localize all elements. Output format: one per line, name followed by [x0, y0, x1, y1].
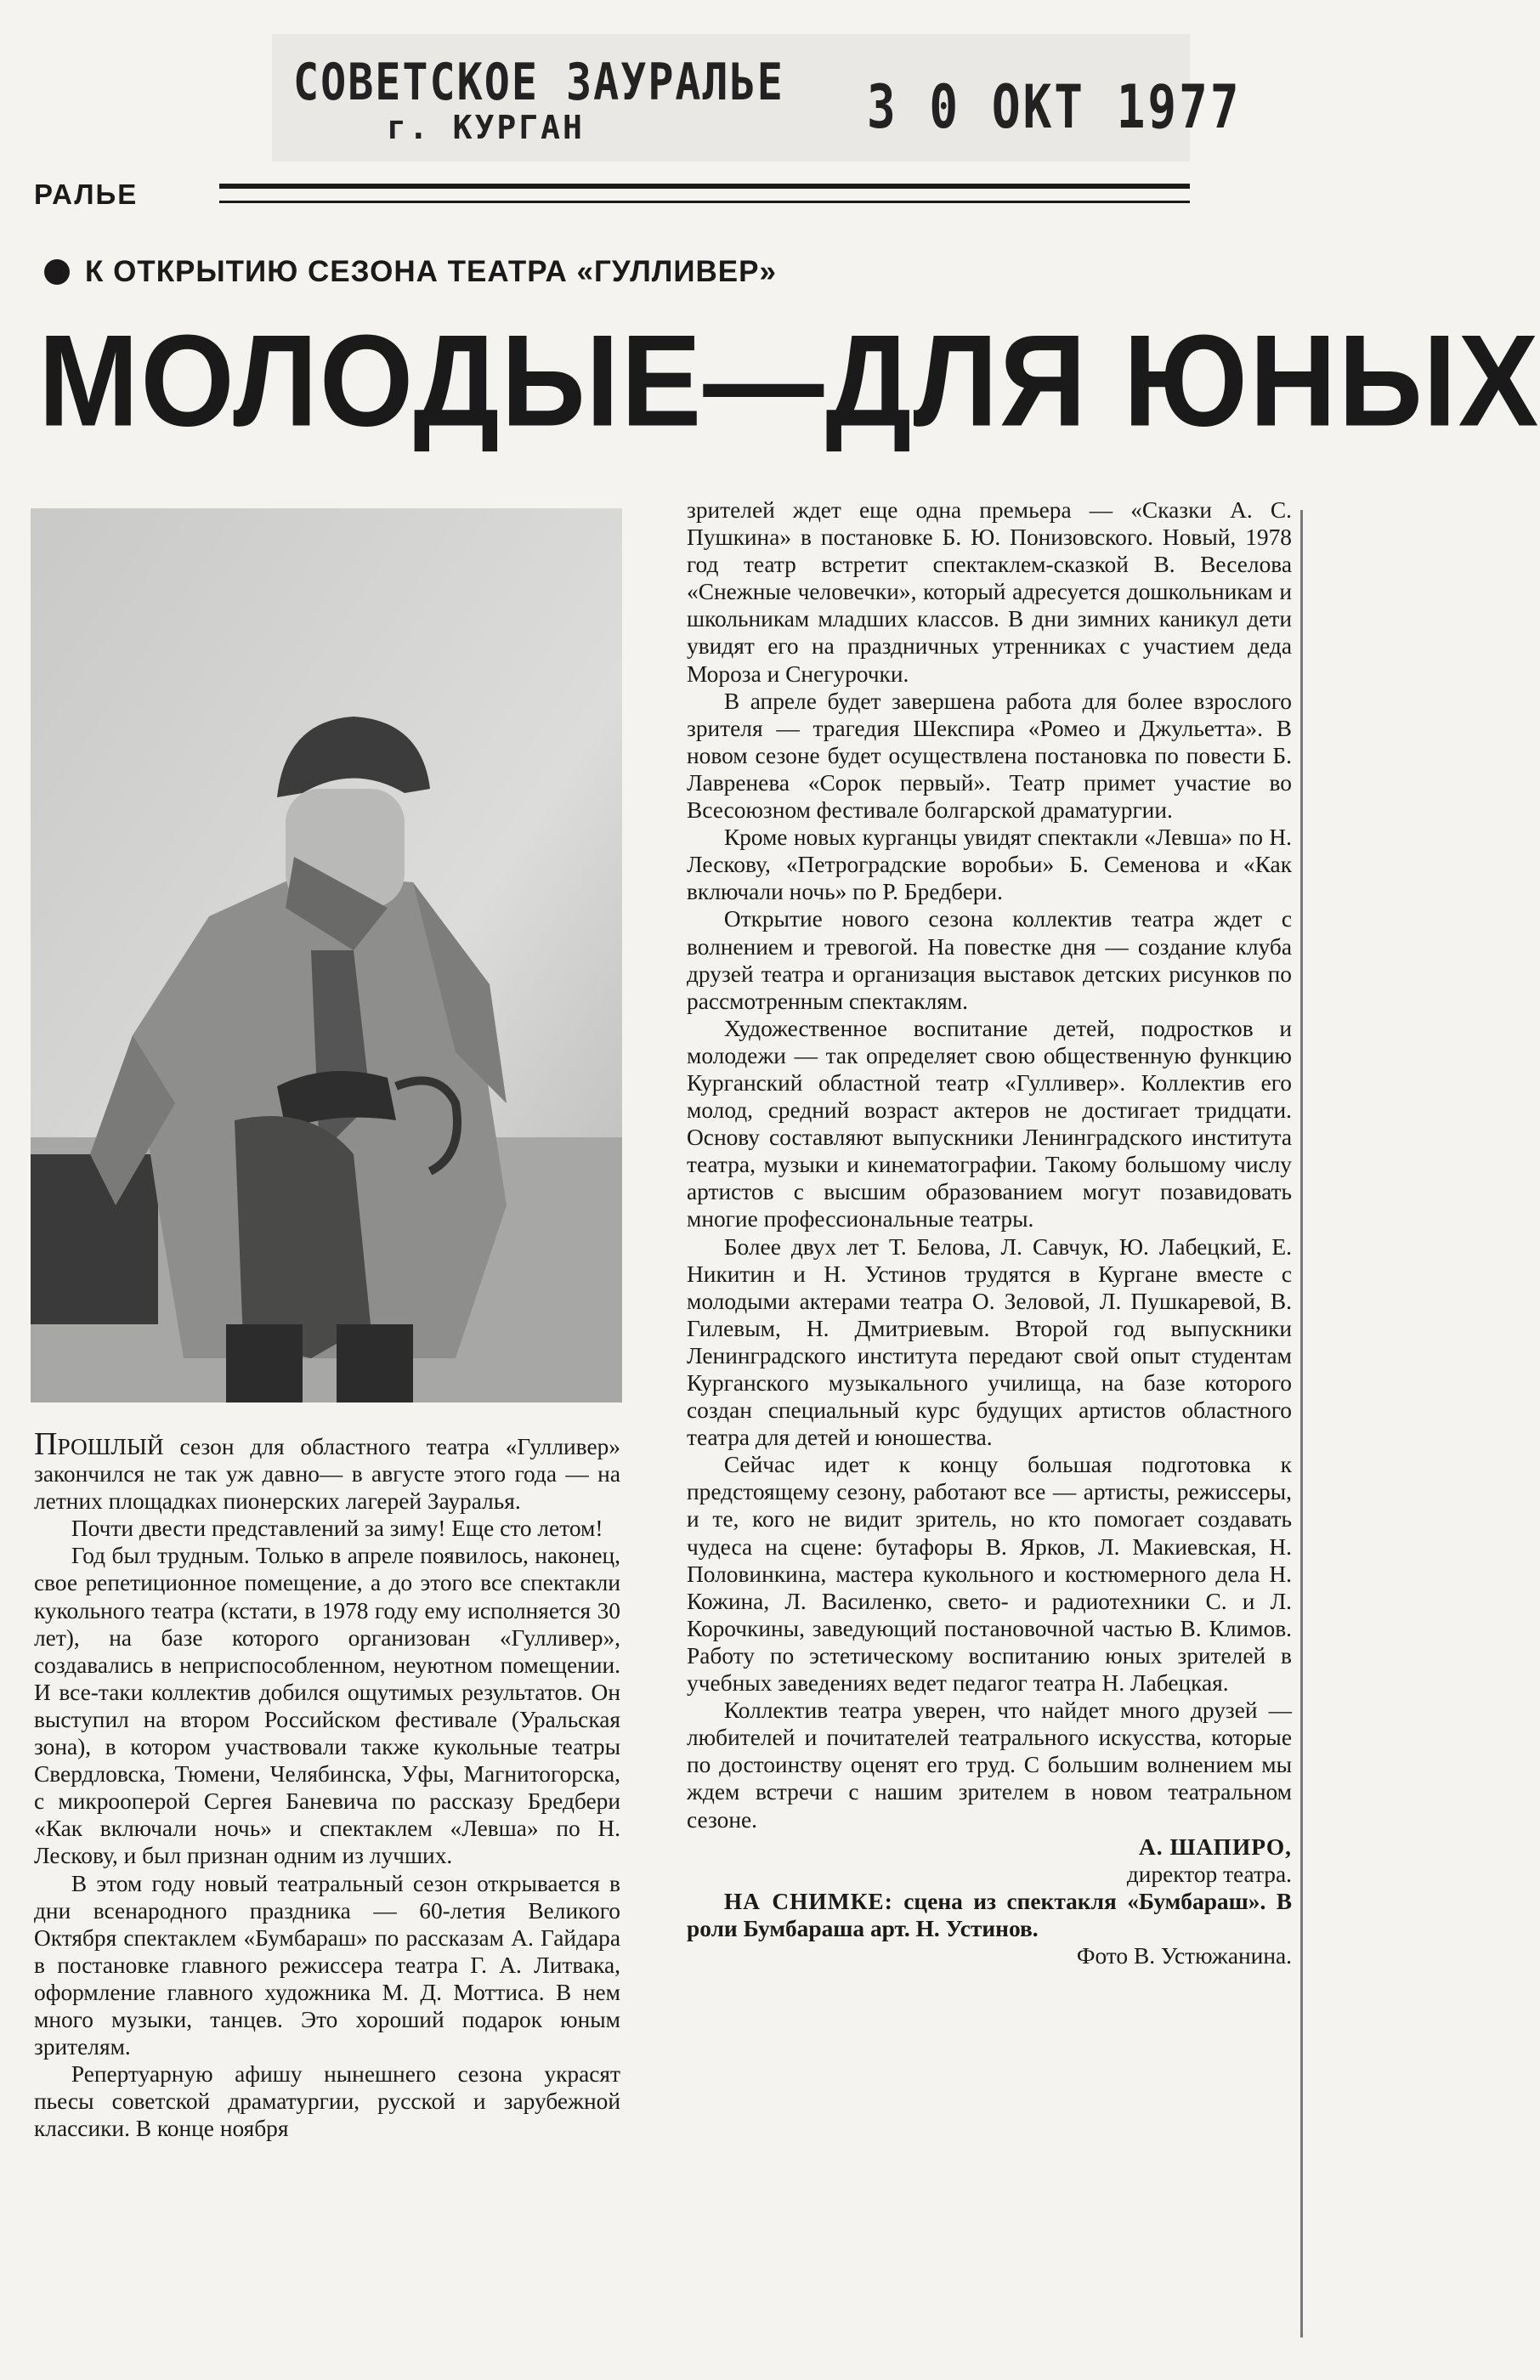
lead-paragraph — [34, 1428, 620, 1515]
rubric — [44, 255, 777, 289]
paragraph: Открытие нового сезона коллектив театра ждет с волнением и тревогой. На повестке дня — создание клуба друзей театра и организация выставок детских рисунков по рассмотренным спектаклям. — [687, 906, 1292, 1014]
page-header-fragment: РАЛЬЕ — [34, 178, 139, 210]
paragraph: Репертуарную афишу нынешнего сезона украсят пьесы советской драматургии, русской и зарубежной классики. В конце ноября — [34, 2061, 620, 2142]
stamp-city: г. КУРГАН — [387, 109, 585, 146]
headline: МОЛОДЫЕ—ДЛЯ ЮНЫХ — [38, 308, 1540, 454]
paragraph: Художественное воспитание детей, подростков и молодежи — так определяет свою общественную функцию Курганский областной театр «Гулливер». Коллектив его молод, средний возраст актеров не достигает тридцати. Основу составляют выпускники Ленинградского института театра, музыки и кинематографии. Такому большому числу артистов с высшим образованием могут позавидовать многие профессиональные театры. — [687, 1015, 1292, 1232]
actor-photo-illustration — [31, 508, 622, 1402]
paragraph-continuation: зрителей ждет еще одна премьера — «Сказки А. С. Пушкина» в постановке Б. Ю. Понизовского. Новый, 1978 год театр встретит спектаклем-сказкой В. Веселова «Снежные человечки», который адресуется дошкольникам и школьникам младших классов. В дни зимних каникул дети увидят его на праздничных утренниках с участием деда Мороза и Снегурочки. — [687, 497, 1292, 687]
clipping-edge — [1300, 510, 1303, 2338]
paragraph: В этом году новый театральный сезон открывается в дни всенародного праздника — 60-летия Великого Октября спектаклем «Бумбараш» по рассказам А. Гайдара в постановке главного режиссера театра Г. А. Литвака, оформление главного художника М. Д. Моттиса. В нем много музыки, танцев. Это хороший подарок юным зрителям. — [34, 1870, 620, 2060]
header-rule-thin — [219, 201, 1190, 203]
paragraph: Коллектив театра уверен, что найдет много друзей — любителей и почитателей театрального искусства, которые по достоинству оценят его труд. С большим волнением мы ждем встречи с нашим зрителем в новом театральном сезоне. — [687, 1697, 1292, 1833]
paragraph: Кроме новых курганцы увидят спектакли «Левша» по Н. Лескову, «Петроградские воробьи» Б. Семенова и «Как включали ночь» по Р. Бредбери. — [687, 824, 1292, 905]
author-name: А. ШАПИРО, — [1139, 1833, 1292, 1860]
paragraph: Сейчас идет к концу большая подготовка к предстоящему сезону, работают все — артисты, режиссеры, и те, кого не видит зритель, но кто помогает создавать чудеса на сцене: бутафоры В. Ярков, Л. Макиевская, Н. Половинкина, мастера кукольного и костюмерного дела Н. Кожина, Л. Василенко, свето- и радиотехники С. и Л. Корочкины, заведующий постановочной частью В. Климов. Работу по эстетическому воспитанию юных зрителей в учебных заведениях ведет педагог театра Н. Лабецкая. — [687, 1452, 1292, 1697]
drop-cap: П — [34, 1426, 58, 1462]
paragraph: Год был трудным. Только в апреле появилось, наконец, свое репетиционное помещение, а до этого все спектакли кукольного театра (кстати, в 1978 году ему исполняется 30 лет), на базе которого организован «Гулливер», создавались в неприспособленном, неуютном помещении. И все-таки коллектив добился ощутимых результатов. Он выступил на втором Российском фестивале (Уральская зона), в котором участвовали также кукольные театры Свердловска, Тюмени, Челябинска, Уфы, Магнитогорска, с микрооперой Сергея Баневича по рассказу Бредбери «Как включали ночь» и спектаклем «Левша» по Н. Лескову, и был признан одним из лучших. — [34, 1543, 620, 1869]
author-signature — [687, 1833, 1292, 1861]
paragraph: В апреле будет завершена работа для более взрослого зрителя — трагедия Шекспира «Ромео и Джульетта». В новом сезоне будет осуществлена постановка по повести Б. Лавренева «Сорок первый». Театр примет участие во Всесоюзном фестивале болгарской драматургии. — [687, 688, 1292, 824]
rubric-text: К ОТКРЫТИЮ СЕЗОНА ТЕАТРА «ГУЛЛИВЕР» — [85, 255, 777, 288]
caption-text: сцена из спектакля «Бумбараш». В роли Бумбараша арт. Н. Устинов. — [687, 1888, 1292, 1941]
stamp-date: 3 0 ОКТ 1977 — [867, 73, 1242, 143]
paragraph: Более двух лет Т. Белова, Л. Савчук, Ю. Лабецкий, Е. Никитин и Н. Устинов трудятся в Кургане вместе с молодыми актерами театра О. Зеловой, Л. Пушкаревой, В. Гилевым, Н. Дмитриевым. Второй год выпускники Ленинградского института передают свой опыт студентам Курганского музыкального училища, на базе которого создан специальный курс будущих артистов областного театра для детей и юношества. — [687, 1233, 1292, 1451]
caption-label: НА СНИМКЕ: — [723, 1888, 893, 1914]
article-photo — [31, 508, 622, 1402]
lead-text: РОШЛЫЙ сезон для областного театра «Гулливер» закончился не так уж давно— в августе этого года — на летних площадках пионерских лагерей Зауралья. — [34, 1434, 620, 1515]
paragraph: Почти двести представлений за зиму! Еще сто летом! — [71, 1516, 603, 1542]
author-title: директор театра. — [1126, 1861, 1292, 1887]
photo-caption — [687, 1888, 1292, 1942]
article-column-1 — [34, 1428, 620, 2142]
article-column-2 — [687, 496, 1292, 1969]
photo-credit: Фото В. Устюжанина. — [1076, 1942, 1292, 1969]
stamp-newspaper-name: СОВЕТСКОЕ ЗАУРАЛЬЕ — [293, 53, 784, 112]
bullet-icon — [44, 259, 70, 285]
header-rule-thick — [219, 184, 1190, 189]
